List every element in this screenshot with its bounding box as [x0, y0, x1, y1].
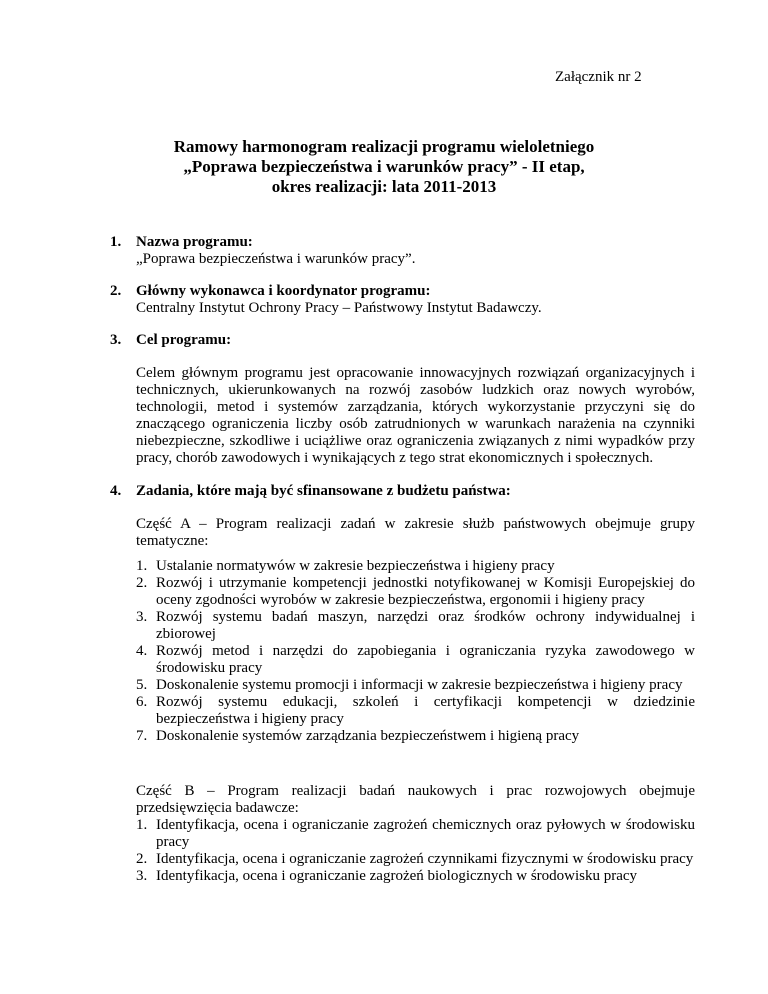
list-item: 1. Identyfikacja, ocena i ograniczanie zagrożeń chemicznych oraz pyłowych w środowisku pracy — [136, 817, 695, 850]
section-text: Centralny Instytut Ochrony Pracy – Państwowy Instytut Badawczy. — [136, 300, 542, 316]
section-heading: Zadania, które mają być sfinansowane z budżetu państwa: — [136, 483, 511, 499]
sections — [110, 234, 695, 885]
section-text: Celem głównym programu jest opracowanie innowacyjnych rozwiązań organizacyjnych i technicznych, ukierunkowanych na rozwój zasobów ludzkich oraz nowych wyrobów, technologii, metod i systemów zarządzania, których wykorzystanie przyczyni się do znaczącego ograniczenia liczby osób zatrudnionych w warunkach narażenia na czynniki niebezpieczne, szkodliwe i uciążliwe oraz ograniczenia związanych z nimi wypadków przy pracy, chorób zawodowych i wynikających z tego strat ekonomicznych i społecznych. — [136, 365, 695, 466]
list-item: 1. Ustalanie normatywów w zakresie bezpieczeństwa i higieny pracy — [136, 558, 555, 574]
document-title — [0, 137, 768, 197]
section-tasks — [110, 483, 695, 885]
list-item: 6. Rozwój systemu edukacji, szkoleń i certyfikacji kompetencji w dziedzinie bezpieczeństwa i higieny pracy — [136, 694, 695, 727]
section-heading: Główny wykonawca i koordynator programu: — [136, 283, 431, 299]
list-item: 3. Identyfikacja, ocena i ograniczanie zagrożeń biologicznych w środowisku pracy — [136, 868, 638, 884]
title-line-2: „Poprawa bezpieczeństwa i warunków pracy” - II etap, — [183, 157, 585, 176]
section-heading: Nazwa programu: — [136, 234, 253, 250]
list-item: 2. Rozwój i utrzymanie kompetencji jednostki notyfikowanej w Komisji Europejskiej do oceny zgodności wyrobów w zakresie bezpieczeństwa, ergonomii i higieny pracy — [136, 575, 695, 608]
list-item: 5. Doskonalenie systemu promocji i informacji w zakresie bezpieczeństwa i higieny pracy — [136, 677, 683, 693]
part-a-intro: Część A – Program realizacji zadań w zakresie służb państwowych obejmuje grupy tematyczne: — [136, 516, 695, 549]
list-item: 2. Identyfikacja, ocena i ograniczanie zagrożeń czynnikami fizycznymi w środowisku pracy — [136, 851, 694, 867]
annex-label: Załącznik nr 2 — [555, 69, 642, 85]
part-b-intro: Część B – Program realizacji badań naukowych i prac rozwojowych obejmuje przedsięwzięcia badawcze: — [136, 783, 695, 816]
section-text: „Poprawa bezpieczeństwa i warunków pracy”. — [136, 251, 416, 267]
section-number: 4. — [110, 483, 122, 499]
section-number: 1. — [110, 234, 122, 250]
part-a-list — [110, 558, 695, 745]
part-b-list — [110, 817, 695, 885]
section-contractor — [110, 283, 695, 317]
section-program-name — [110, 234, 695, 268]
list-item: 3. Rozwój systemu badań maszyn, narzędzi oraz środków ochrony indywidualnej i zbiorowej — [136, 609, 695, 642]
list-item: 7. Doskonalenie systemów zarządzania bezpieczeństwem i higieną pracy — [136, 728, 580, 744]
section-goal — [110, 332, 695, 467]
section-heading: Cel programu: — [136, 332, 232, 348]
list-item: 4. Rozwój metod i narzędzi do zapobiegania i ograniczania ryzyka zawodowego w środowisku pracy — [136, 643, 695, 676]
title-line-3: okres realizacji: lata 2011-2013 — [271, 177, 497, 196]
section-number: 2. — [110, 283, 122, 299]
section-number: 3. — [110, 332, 122, 348]
title-line-1: Ramowy harmonogram realizacji programu wieloletniego — [173, 137, 595, 156]
